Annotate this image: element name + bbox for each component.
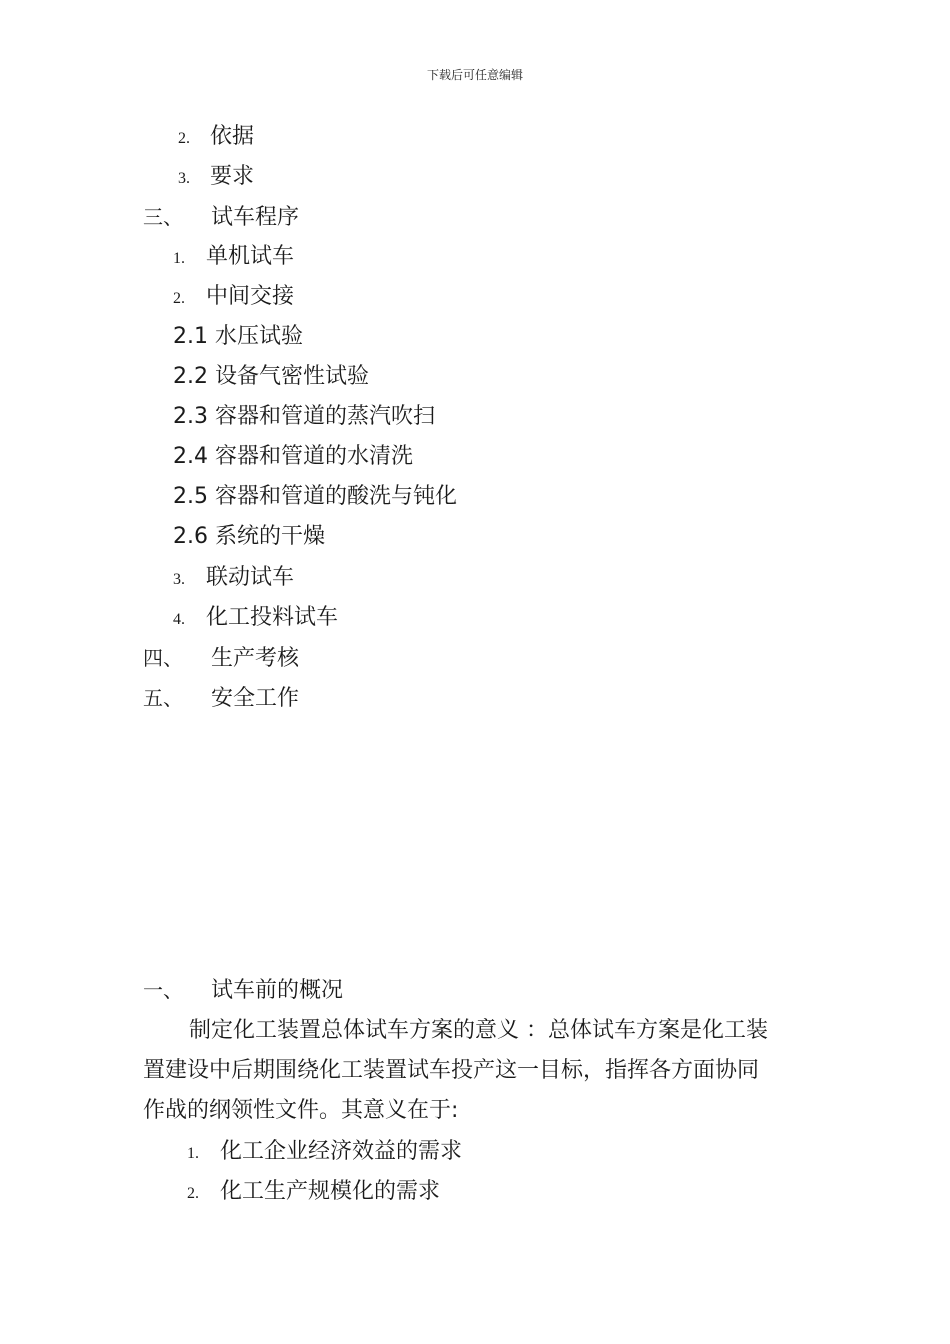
toc-text: 联动试车 <box>206 565 295 590</box>
toc-item <box>178 162 254 194</box>
toc-text: 化工投料试车 <box>206 605 339 630</box>
list-item <box>187 1177 440 1209</box>
toc-item <box>178 122 254 154</box>
toc-number: 3. <box>173 571 185 588</box>
toc-subitem: 2.1 水压试验 <box>173 324 303 349</box>
toc-section-number: 四、 <box>143 646 183 670</box>
toc-number: 1. <box>173 250 185 267</box>
toc-section <box>143 683 299 714</box>
toc-text: 安全工作 <box>211 686 300 711</box>
section-heading <box>143 975 343 1006</box>
body-paragraph <box>143 1011 813 1131</box>
list-text: 化工企业经济效益的需求 <box>220 1139 463 1164</box>
toc-item <box>173 563 294 595</box>
toc-text: 生产考核 <box>211 646 300 671</box>
toc-section-number: 五、 <box>143 686 183 710</box>
toc-subitem: 2.4 容器和管道的水清洗 <box>173 444 413 469</box>
list-number: 1. <box>187 1145 199 1162</box>
toc-text: 单机试车 <box>206 244 295 269</box>
toc-item <box>173 282 294 314</box>
toc-item <box>173 242 294 274</box>
toc-text: 中间交接 <box>206 284 295 309</box>
toc-text: 依据 <box>210 124 255 149</box>
toc-section-number: 三、 <box>143 205 183 229</box>
toc-number: 2. <box>173 290 185 307</box>
toc-subitem: 2.5 容器和管道的酸洗与钝化 <box>173 484 457 509</box>
section-number: 一、 <box>143 978 183 1002</box>
toc-subitem: 2.3 容器和管道的蒸汽吹扫 <box>173 404 435 429</box>
toc-section <box>143 202 299 233</box>
toc-number: 4. <box>173 611 185 628</box>
toc-text: 试车程序 <box>211 205 300 230</box>
list-item <box>187 1137 462 1169</box>
toc-text: 要求 <box>210 164 255 189</box>
list-text: 化工生产规模化的需求 <box>220 1179 441 1204</box>
section-title: 试车前的概况 <box>211 978 344 1003</box>
toc-subitem: 2.6 系统的干燥 <box>173 524 325 549</box>
paragraph-line: 作战的纲领性文件。其意义在于: <box>143 1098 459 1123</box>
toc-section <box>143 643 299 674</box>
paragraph-line: 制定化工装置总体试车方案的意义 ：总体试车方案是化工装 <box>189 1018 768 1043</box>
paragraph-line: 置建设中后期围绕化工装置试车投产这一目标，指挥各方面协同 <box>143 1058 760 1083</box>
toc-item <box>173 603 338 635</box>
toc-number: 3. <box>178 170 190 187</box>
page-header: 下载后可任意编辑 <box>426 68 523 82</box>
toc-number: 2. <box>178 130 190 147</box>
toc-subitem: 2.2 设备气密性试验 <box>173 364 369 389</box>
list-number: 2. <box>187 1185 199 1202</box>
